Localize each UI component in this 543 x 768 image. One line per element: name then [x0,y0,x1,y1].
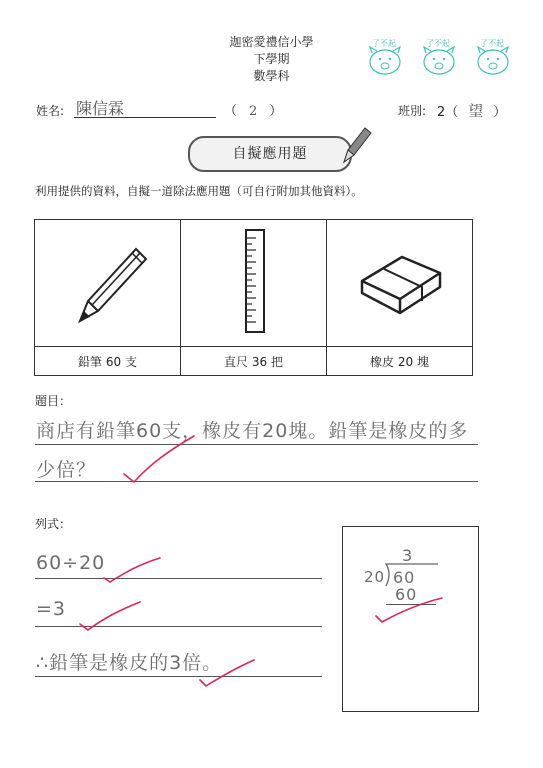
class-number-value: 2 [249,104,258,119]
praise-stamp-3 [472,36,516,78]
class-prefix: 2（ [437,105,459,120]
ruler-illustration-icon [234,226,274,336]
school-name: 迦密愛禮信小學 [229,35,314,49]
question-line-2: 少倍？ [36,459,97,481]
pig-face-stamp-icon [472,36,516,78]
pig-face-stamp-icon [418,36,462,78]
subject-label: 數學科 [253,69,290,83]
item-cell-pencil [35,220,181,347]
working-label: 列式： [35,517,72,531]
division-product: 60 [395,585,418,604]
class-label: 班別: [398,104,427,118]
question-label: 題目： [35,394,72,408]
item-caption-ruler: 直尺 36 把 [181,347,327,376]
check-mark-icon [76,598,146,634]
praise-stamp-1 [364,36,408,78]
working-line [35,676,322,677]
student-name: 陳信霖 [76,99,125,118]
class-number-close: ） [269,104,283,119]
worksheet-title: 自擬應用題 [232,146,308,162]
division-dividend: 60 [393,568,416,587]
check-mark-icon [372,592,446,626]
name-label: 姓名: [36,104,65,118]
class-value: 望 [468,102,484,120]
item-caption-pencil: 鉛筆 60 支 [35,347,181,376]
answer-line [35,444,478,445]
item-caption-eraser: 橡皮 20 塊 [327,347,473,376]
item-cell-ruler [181,220,327,347]
answer-line [35,481,478,482]
item-cell-eraser [327,220,473,347]
eraser-illustration-icon [350,241,450,321]
class-close: ） [493,105,507,120]
class-number [224,100,282,119]
working-line-1: 60÷20 [36,552,106,574]
instruction-text: 利用提供的資料，自擬一道除法應用題（可自行附加其他資料）。 [35,184,363,198]
stamp-label: 了不起 [426,39,450,48]
stamp-label: 了不起 [372,39,396,48]
question-line-1: 商店有鉛筆60支，橡皮有20塊。鉛筆是橡皮的多 [36,420,469,442]
item-table [34,219,473,376]
working-line [35,578,322,579]
praise-stamp-2 [418,36,462,78]
term-label: 下學期 [253,52,290,66]
division-quotient: 3 [402,546,414,565]
check-mark-icon [196,656,260,692]
check-mark-icon [120,430,200,486]
class-field [437,100,506,121]
division-divisor: 20 [364,568,386,586]
check-mark-icon [100,552,164,586]
pencil-icon [338,122,372,166]
pencil-illustration-icon [58,231,158,331]
class-number-open: （ [224,104,238,119]
worksheet-title-banner [188,136,352,172]
working-line-2: =3 [36,598,67,620]
name-field[interactable] [74,96,216,118]
stamp-label: 了不起 [480,39,504,48]
working-line-3: ∴鉛筆是橡皮的3倍。 [36,652,223,674]
pig-face-stamp-icon [364,36,408,78]
